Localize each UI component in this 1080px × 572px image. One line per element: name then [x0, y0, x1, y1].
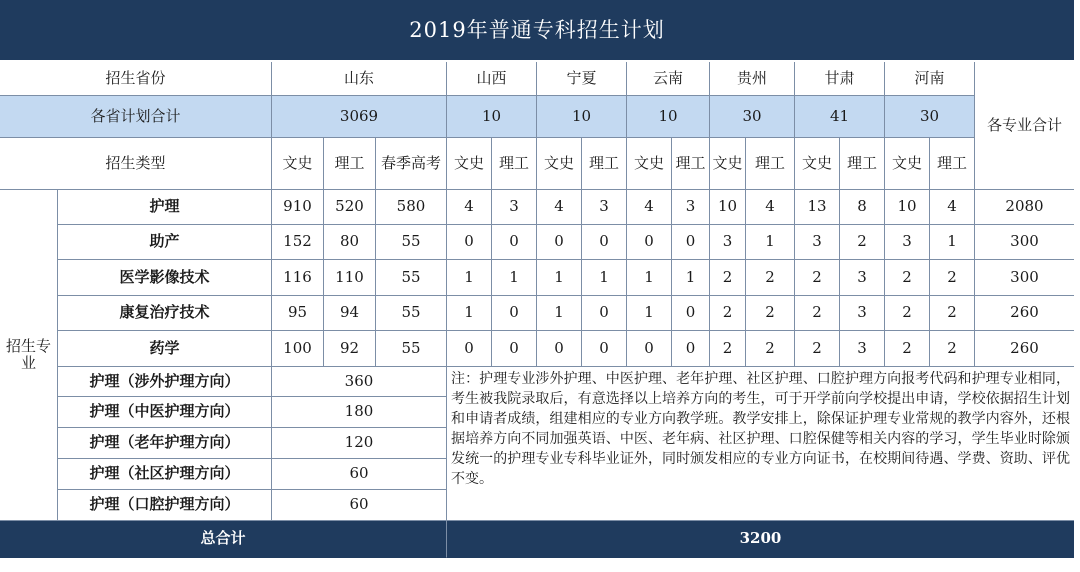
type-header: 理工 — [746, 138, 795, 190]
table-cell: 0 — [672, 296, 710, 331]
province-name: 宁夏 — [537, 62, 627, 96]
direction-value: 60 — [272, 490, 447, 521]
table-cell: 3 — [795, 225, 840, 260]
table-cell: 3 — [885, 225, 930, 260]
direction-name: 护理（老年护理方向） — [58, 428, 272, 459]
table-cell: 55 — [376, 260, 447, 296]
total-plan-value: 10 — [447, 96, 537, 138]
direction-value: 180 — [272, 397, 447, 428]
major-total: 2080 — [975, 190, 1074, 225]
province-name: 甘肃 — [795, 62, 885, 96]
table-cell: 3 — [710, 225, 746, 260]
table-cell: 1 — [537, 296, 582, 331]
table-cell: 10 — [885, 190, 930, 225]
table-cell: 2 — [885, 331, 930, 367]
table-cell: 4 — [627, 190, 672, 225]
table-cell: 4 — [930, 190, 975, 225]
note-text: 注：护理专业涉外护理、中医护理、老年护理、社区护理、口腔护理方向报考代码和护理专业相同，考生被我院录取后，有意选择以上培养方向的考生，可于开学前向学校提出申请，学校依据招生计划和申请者成绩，组建相应的专业方向教学班。教学安排上，除保证护理专业常规的教学内容外，还根据培养方向不同加强英语、中医、老年病、社区护理、口腔保健等相关内容的学习，学生毕业时除颁发统一的护理专业专科毕业证外，同时颁发相应的专业方向证书，在校期间待遇、学费、资助、评优不变。 — [447, 367, 1074, 521]
table-cell: 1 — [582, 260, 627, 296]
major-name: 医学影像技术 — [58, 260, 272, 296]
table-cell: 152 — [272, 225, 324, 260]
table-cell: 2 — [746, 260, 795, 296]
major-total: 260 — [975, 296, 1074, 331]
major-total: 300 — [975, 225, 1074, 260]
type-header: 理工 — [672, 138, 710, 190]
table-cell: 0 — [672, 331, 710, 367]
type-header: 文史 — [447, 138, 492, 190]
type-header: 文史 — [272, 138, 324, 190]
type-header: 文史 — [885, 138, 930, 190]
major-name: 康复治疗技术 — [58, 296, 272, 331]
table-cell: 2 — [930, 296, 975, 331]
type-header: 理工 — [492, 138, 537, 190]
table-cell: 2 — [746, 331, 795, 367]
table-cell: 1 — [746, 225, 795, 260]
total-plan-value: 10 — [627, 96, 710, 138]
grand-total-value: 3200 — [447, 521, 1074, 558]
direction-name: 护理（口腔护理方向） — [58, 490, 272, 521]
table-cell: 0 — [627, 225, 672, 260]
province-label: 招生省份 — [0, 62, 272, 96]
table-cell: 2 — [710, 331, 746, 367]
type-label: 招生类型 — [0, 138, 272, 190]
major-total-header: 各专业合计 — [975, 62, 1074, 190]
table-cell: 55 — [376, 331, 447, 367]
total-plan-value: 30 — [885, 96, 975, 138]
type-header: 文史 — [627, 138, 672, 190]
table-cell: 1 — [537, 260, 582, 296]
table-cell: 3 — [840, 296, 885, 331]
page-title: 2019年普通专科招生计划 — [0, 0, 1074, 62]
province-name: 山东 — [272, 62, 447, 96]
direction-name: 护理（社区护理方向） — [58, 459, 272, 490]
total-plan-value: 41 — [795, 96, 885, 138]
total-plan-label: 各省计划合计 — [0, 96, 272, 138]
table-cell: 92 — [324, 331, 376, 367]
major-total: 300 — [975, 260, 1074, 296]
table-cell: 80 — [324, 225, 376, 260]
table-cell: 0 — [537, 225, 582, 260]
direction-value: 120 — [272, 428, 447, 459]
table-cell: 0 — [537, 331, 582, 367]
table-cell: 2 — [795, 260, 840, 296]
province-name: 云南 — [627, 62, 710, 96]
table-cell: 3 — [840, 260, 885, 296]
table-cell: 0 — [492, 225, 537, 260]
type-header: 文史 — [537, 138, 582, 190]
major-name: 药学 — [58, 331, 272, 367]
table-cell: 3 — [840, 331, 885, 367]
table-cell: 1 — [447, 260, 492, 296]
grand-total-label: 总合计 — [0, 521, 447, 558]
direction-name: 护理（涉外护理方向） — [58, 367, 272, 397]
table-cell: 110 — [324, 260, 376, 296]
table-cell: 95 — [272, 296, 324, 331]
type-header: 春季高考 — [376, 138, 447, 190]
table-cell: 3 — [672, 190, 710, 225]
table-cell: 1 — [492, 260, 537, 296]
direction-value: 360 — [272, 367, 447, 397]
type-header: 理工 — [930, 138, 975, 190]
type-header: 理工 — [324, 138, 376, 190]
table-cell: 4 — [537, 190, 582, 225]
province-name: 山西 — [447, 62, 537, 96]
table-cell: 0 — [447, 225, 492, 260]
table-cell: 2 — [885, 260, 930, 296]
total-plan-value: 3069 — [272, 96, 447, 138]
province-name: 河南 — [885, 62, 975, 96]
direction-value: 60 — [272, 459, 447, 490]
table-cell: 116 — [272, 260, 324, 296]
type-header: 理工 — [840, 138, 885, 190]
table-cell: 3 — [492, 190, 537, 225]
major-total: 260 — [975, 331, 1074, 367]
table-cell: 0 — [627, 331, 672, 367]
table-cell: 4 — [746, 190, 795, 225]
table-cell: 2 — [795, 296, 840, 331]
total-plan-value: 30 — [710, 96, 795, 138]
province-name: 贵州 — [710, 62, 795, 96]
table-cell: 10 — [710, 190, 746, 225]
table-cell: 2 — [795, 331, 840, 367]
table-cell: 2 — [885, 296, 930, 331]
type-header: 文史 — [795, 138, 840, 190]
table-cell: 1 — [627, 260, 672, 296]
table-cell: 1 — [627, 296, 672, 331]
table-cell: 0 — [492, 331, 537, 367]
table-cell: 2 — [930, 331, 975, 367]
table-cell: 0 — [582, 225, 627, 260]
table-cell: 94 — [324, 296, 376, 331]
table-cell: 580 — [376, 190, 447, 225]
total-plan-value: 10 — [537, 96, 627, 138]
major-name: 护理 — [58, 190, 272, 225]
table-cell: 1 — [447, 296, 492, 331]
table-cell: 0 — [582, 331, 627, 367]
table-cell: 100 — [272, 331, 324, 367]
table-cell: 8 — [840, 190, 885, 225]
table-cell: 0 — [492, 296, 537, 331]
table-cell: 1 — [930, 225, 975, 260]
table-cell: 4 — [447, 190, 492, 225]
table-cell: 2 — [710, 296, 746, 331]
table-cell: 2 — [930, 260, 975, 296]
direction-name: 护理（中医护理方向） — [58, 397, 272, 428]
table-cell: 0 — [672, 225, 710, 260]
table-cell: 55 — [376, 296, 447, 331]
table-cell: 2 — [840, 225, 885, 260]
table-cell: 0 — [447, 331, 492, 367]
table-cell: 520 — [324, 190, 376, 225]
table-cell: 13 — [795, 190, 840, 225]
major-name: 助产 — [58, 225, 272, 260]
table-cell: 2 — [710, 260, 746, 296]
type-header: 文史 — [710, 138, 746, 190]
table-cell: 0 — [582, 296, 627, 331]
table-cell: 1 — [672, 260, 710, 296]
side-label: 招生专业 — [0, 190, 58, 521]
table-cell: 2 — [746, 296, 795, 331]
table-cell: 910 — [272, 190, 324, 225]
table-cell: 55 — [376, 225, 447, 260]
type-header: 理工 — [582, 138, 627, 190]
table-cell: 3 — [582, 190, 627, 225]
